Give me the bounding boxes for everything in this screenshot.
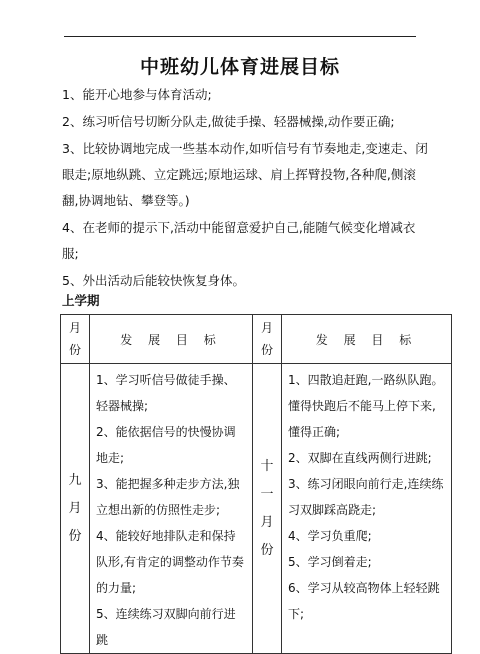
month-november: 十 一 月 份 <box>253 364 282 654</box>
list-item: 2、能依据信号的快慢协调地走; <box>96 425 236 465</box>
goal-item: 5、外出活动后能较快恢复身体。 <box>62 273 245 288</box>
goal-item: 3、比较协调地完成一些基本动作,如听信号有节奏地走,变速走、闭眼走;原地纵跳、立定跳远;原地运球、肩上挥臂投物,各种爬,侧滚翻,协调地钻、攀登等。) <box>62 141 428 208</box>
list-item: 1、学习听信号做徒手操、轻器械操; <box>96 373 236 413</box>
plan-table <box>60 314 452 654</box>
list-item: 1、四散追赶跑,一路纵队跑。懂得快跑后不能马上停下来,懂得正确; <box>288 373 444 439</box>
page-title: 中班幼儿体育进展目标 <box>139 56 340 78</box>
list-item: 4、学习负重爬; <box>288 529 372 543</box>
goals-september <box>90 364 253 654</box>
semester-label: 上学期 <box>62 293 100 308</box>
top-rule <box>64 36 416 37</box>
goal-item: 1、能开心地参与体育活动; <box>62 87 212 102</box>
header-goal-left: 发 展 目 标 <box>90 315 253 364</box>
list-item: 3、练习闭眼向前行走,连续练习双脚踩高跷走; <box>288 477 444 517</box>
goal-item: 2、练习听信号切断分队走,做徒手操、轻器械操,动作要正确; <box>62 114 395 129</box>
list-item: 2、双脚在直线两侧行进跳; <box>288 451 432 465</box>
header-month-left: 月 份 <box>61 315 90 364</box>
header-goal-right: 发 展 目 标 <box>282 315 452 364</box>
goals-november <box>282 364 452 654</box>
table-row <box>61 364 452 654</box>
list-item: 6、学习从较高物体上轻轻跳下; <box>288 581 440 621</box>
header-month-right: 月 份 <box>253 315 282 364</box>
list-item: 3、能把握多种走步方法,独立想出新的仿照性走步; <box>96 477 240 517</box>
month-september: 九 月 份 <box>61 364 90 654</box>
goal-item: 4、在老师的提示下,活动中能留意爱护自己,能随气候变化增减衣服; <box>62 220 416 261</box>
list-item: 5、学习倒着走; <box>288 555 372 569</box>
goals-list <box>62 82 432 295</box>
table-header-row <box>61 315 452 364</box>
list-item: 4、能较好地排队走和保持队形,有肯定的调整动作节奏的力量; <box>96 529 244 595</box>
list-item: 5、连续练习双脚向前行进跳 <box>96 607 236 647</box>
